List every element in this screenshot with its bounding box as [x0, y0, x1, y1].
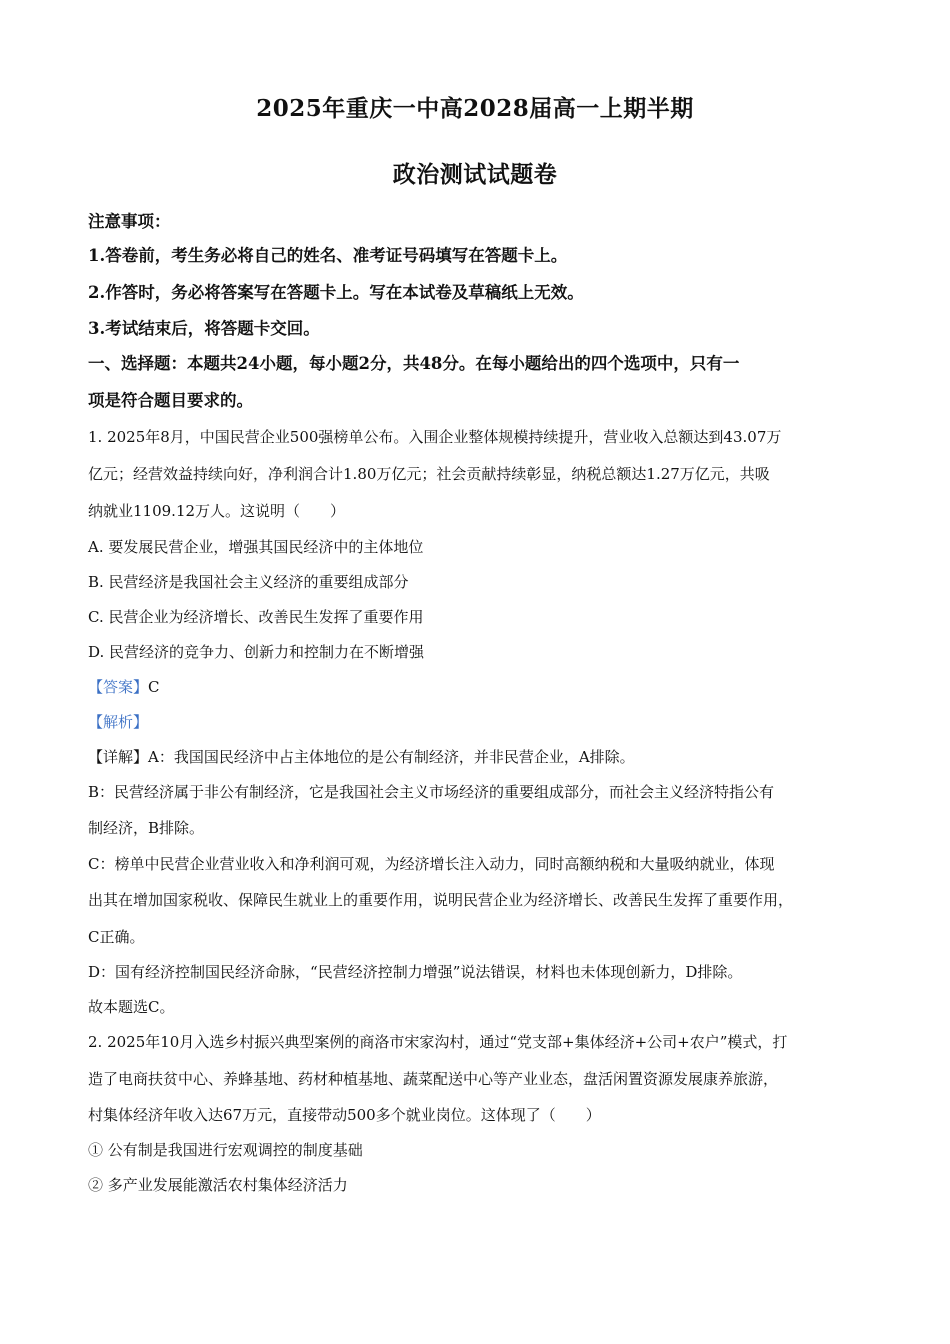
q1-option-c: C. 民营企业为经济增长、改善民生发挥了重要作用 [88, 608, 424, 626]
q1-detail [88, 746, 868, 768]
exam-title: 2025年重庆一中高2028届高一上期半期 [256, 95, 694, 122]
notice-item: 3.考试结束后，将答题卡交回。 [88, 319, 320, 338]
q1-answer [88, 676, 868, 698]
q1-stem: 亿元；经营效益持续向好，净利润合计1.80万亿元；社会贡献持续彰显，纳税总额达1.27万亿元，共吸 [88, 465, 770, 483]
answer-label: 【答案】 [88, 678, 149, 696]
q2-item-1: ① 公有制是我国进行宏观调控的制度基础 [88, 1141, 363, 1159]
q2-stem: 村集体经济年收入达67万元，直接带动500多个就业岗位。这体现了（ ） [88, 1106, 601, 1124]
detail-text: A：我国国民经济中占主体地位的是公有制经济，并非民营企业，A排除。 [148, 748, 635, 766]
section-heading: 一、选择题：本题共24小题，每小题2分，共48分。在每小题给出的四个选项中，只有一 [88, 354, 740, 373]
exam-subtitle: 政治测试试题卷 [392, 161, 558, 188]
notice-item: 1.答卷前，考生务必将自己的姓名、准考证号码填写在答题卡上。 [88, 246, 568, 265]
section-heading-cont: 项是符合题目要求的。 [88, 391, 253, 410]
q2-stem: 2. 2025年10月入选乡村振兴典型案例的商洛市宋家沟村，通过“党支部+集体经济+公司+农户”模式，打 [88, 1033, 788, 1051]
notice-item: 2.作答时，务必将答案写在答题卡上。写在本试卷及草稿纸上无效。 [88, 283, 584, 302]
q1-detail: 出其在增加国家税收、保障民生就业上的重要作用，说明民营企业为经济增长、改善民生发挥了重要作用， [88, 891, 794, 909]
q1-option-b: B. 民营经济是我国社会主义经济的重要组成部分 [88, 573, 409, 591]
q1-stem: 纳就业1109.12万人。这说明（ ） [88, 502, 346, 520]
q1-detail: D：国有经济控制国民经济命脉，“民营经济控制力增强”说法错误，材料也未体现创新力，D排除。 [88, 963, 743, 981]
q2-item-2: ② 多产业发展能激活农村集体经济活力 [88, 1176, 348, 1194]
answer-value: C [148, 678, 160, 696]
q2-stem: 造了电商扶贫中心、养蜂基地、药材种植基地、蔬菜配送中心等产业业态，盘活闲置资源发展康养旅游， [88, 1070, 779, 1088]
detail-label: 【详解】 [88, 748, 149, 766]
notice-heading: 注意事项： [88, 212, 171, 231]
q1-detail: 制经济，B排除。 [88, 819, 205, 837]
q1-option-a: A. 要发展民营企业，增强其国民经济中的主体地位 [88, 538, 424, 556]
q1-detail: C：榜单中民营企业营业收入和净利润可观，为经济增长注入动力，同时高额纳税和大量吸纳就业，体现 [88, 855, 775, 873]
q1-stem: 1. 2025年8月，中国民营企业500强榜单公布。入围企业整体规模持续提升，营业收入总额达到43.07万 [88, 428, 782, 446]
q1-detail: B：民营经济属于非公有制经济，它是我国社会主义市场经济的重要组成部分，而社会主义经济特指公有 [88, 783, 775, 801]
q1-option-d: D. 民营经济的竞争力、创新力和控制力在不断增强 [88, 643, 425, 661]
analysis-label: 【解析】 [88, 713, 149, 731]
q1-detail: C正确。 [88, 928, 145, 946]
q1-conclusion: 故本题选C。 [88, 998, 175, 1016]
